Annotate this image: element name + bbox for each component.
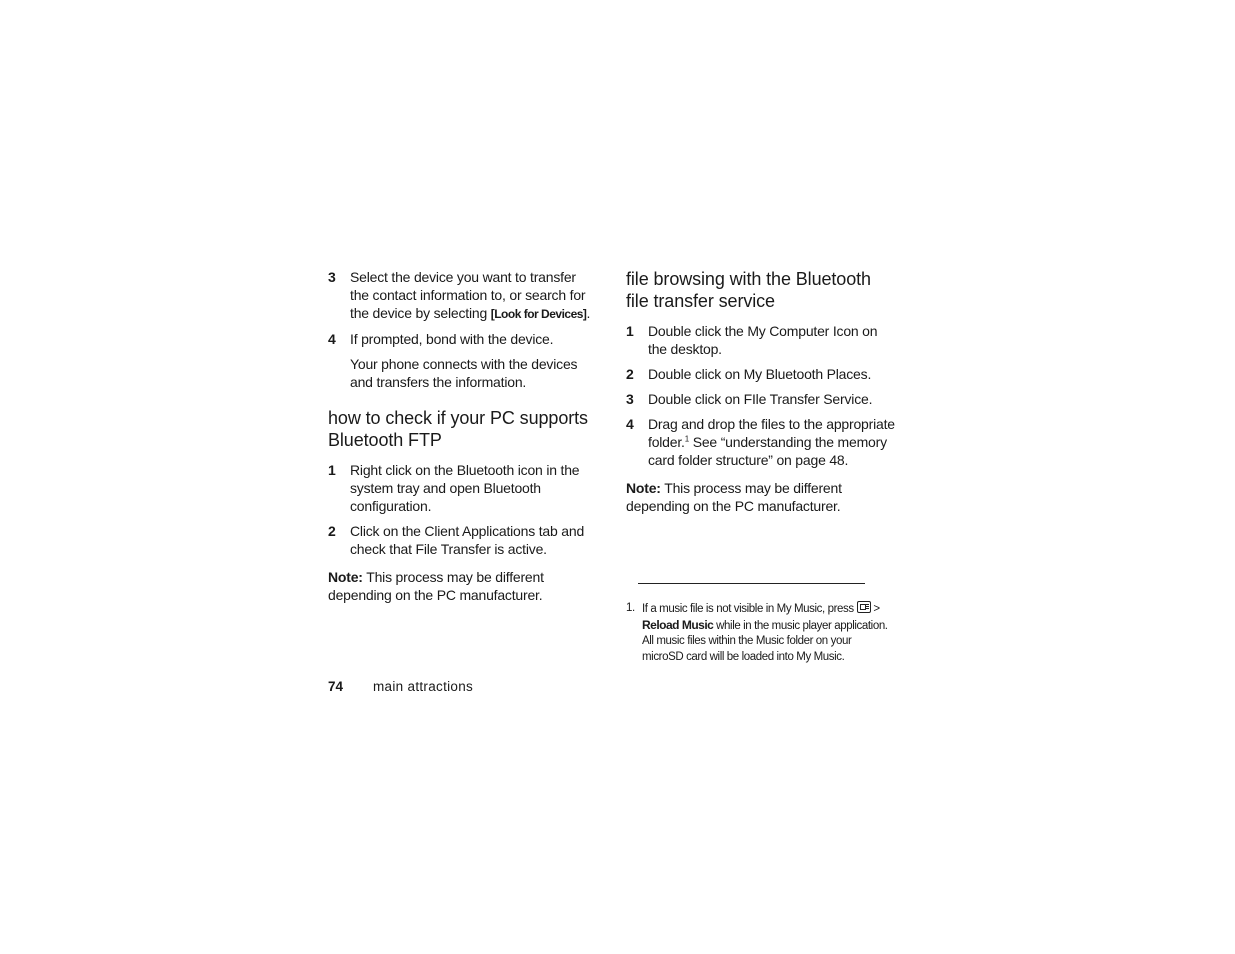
step-number: 3 (328, 269, 336, 285)
step-text: Click on the Client Applications tab and check that File Transfer is active. (350, 523, 585, 557)
step-text: Drag and drop the files to the appropriate folder. (648, 416, 895, 450)
note-left (328, 568, 598, 604)
step-text: Double click the My Computer Icon on the desktop. (648, 323, 878, 357)
right-column (626, 268, 896, 515)
section-heading-file-browsing: file browsing with the Bluetooth file transfer service (626, 269, 871, 311)
step-number: 2 (626, 366, 634, 382)
step-number: 3 (626, 391, 634, 407)
step-3-file-transfer-service (626, 390, 896, 408)
note-text: This process may be different depending on the PC manufacturer. (328, 569, 544, 603)
step-4-bond (328, 330, 598, 348)
note-text: This process may be different depending on the PC manufacturer. (626, 480, 842, 514)
step-number: 1 (626, 323, 634, 339)
reload-music-key: Reload Music (642, 617, 714, 632)
step-number: 2 (328, 523, 336, 539)
step-1-right-click (328, 461, 598, 515)
step-text: Double click on FIle Transfer Service. (648, 391, 873, 407)
step-3-select-device (328, 268, 598, 323)
step-number: 1 (328, 462, 336, 478)
step-2-bluetooth-places (626, 365, 896, 383)
step-text: Select the device you want to transfer the contact information to, or search for the device by selecting (350, 269, 586, 321)
step-text-end: . (586, 305, 591, 321)
note-right (626, 479, 896, 515)
step-number: 4 (626, 416, 634, 432)
footnote-number: 1. (626, 602, 635, 614)
step-number: 4 (328, 331, 336, 347)
step-text: If prompted, bond with the device. (350, 331, 554, 347)
step-4-drag-drop (626, 415, 896, 469)
step-text-end: See “understanding the memory card folder structure” on page 48. (648, 434, 887, 468)
step-text: Double click on My Bluetooth Places. (648, 366, 872, 382)
step-text: Right click on the Bluetooth icon in the system tray and open Bluetooth configuration. (350, 462, 580, 514)
footnote-divider (638, 583, 865, 584)
result-text: Your phone connects with the devices and transfers the information. (350, 356, 578, 390)
look-for-devices-key: [Look for Devices] (490, 307, 587, 321)
note-label: Note: (328, 569, 363, 585)
footnote (626, 601, 891, 665)
page-number: 74 (328, 679, 344, 694)
left-column (328, 268, 598, 604)
note-label: Note: (626, 480, 661, 496)
footnote-text-end: while in the music player application. All music files within the Music folder on your microSD card will be loaded into My Music. (642, 619, 888, 663)
step-1-my-computer (626, 322, 896, 358)
step-2-client-applications (328, 522, 598, 558)
footnote-text (626, 601, 891, 665)
section-heading-check-ftp: how to check if your PC supports Bluetooth FTP (328, 408, 588, 450)
footnote-ref: 1 (684, 434, 689, 444)
footnote-separator: > (870, 603, 880, 615)
section-name: main attractions (373, 679, 474, 694)
page-footer (328, 679, 473, 694)
menu-key-icon (857, 601, 871, 613)
footnote-text-start: If a music file is not visible in My Music, press (642, 603, 857, 615)
